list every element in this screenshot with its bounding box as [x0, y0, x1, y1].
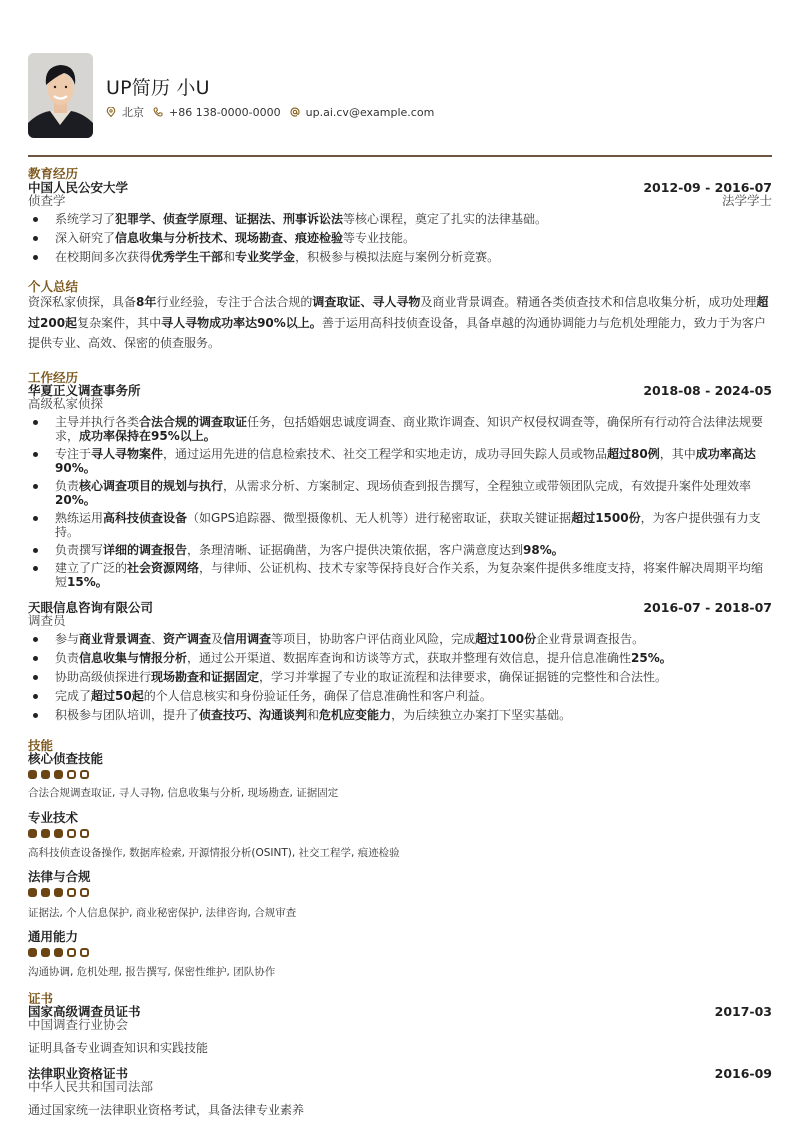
empty-dot-icon [80, 770, 89, 779]
work-bullets-1 [28, 415, 772, 593]
highlight-text: 成功率保持在95%以上。 [79, 429, 216, 443]
body-text: 专注于 [55, 447, 92, 461]
position-1: 高级私家侦探 [28, 396, 104, 411]
filled-dot-icon [54, 888, 63, 897]
body-text: ，积极参与模拟法庭与案例分析竞赛。 [295, 250, 500, 264]
highlight-text: 98%。 [523, 543, 564, 557]
body-text: 任务，包括婚姻忠诚度调查、商业欺诈调查、知识产权侵权调查等，确保所有行动符合法律法规要求， [55, 415, 764, 443]
body-text: 等项目，协助客户评估商业风险，完成 [271, 632, 476, 646]
highlight-text: 高科技侦查设备 [103, 511, 188, 525]
body-text: 等核心课程，奠定了扎实的法律基础。 [343, 212, 548, 226]
body-text: ，其中 [659, 447, 696, 461]
section-title-education: 教育经历 [28, 166, 79, 181]
section-title-skills: 技能 [28, 738, 54, 753]
filled-dot-icon [28, 888, 37, 897]
education-bullets [28, 212, 772, 269]
certificate-issuer: 中国调查行业协会 [28, 1017, 129, 1032]
bullet-item [28, 231, 772, 245]
highlight-text: 现场勘查和证据固定 [151, 670, 260, 684]
body-text: 深入研究了 [55, 231, 116, 245]
highlight-text: 危机应变能力 [319, 708, 392, 722]
filled-dot-icon [28, 948, 37, 957]
empty-dot-icon [67, 888, 76, 897]
body-text: 积极参与团队培训，提升了 [55, 708, 200, 722]
highlight-text: 8年 [136, 295, 157, 309]
company-name-2: 天眼信息咨询有限公司 [28, 600, 154, 615]
bullet-item [28, 670, 772, 684]
body-text: 参与 [55, 632, 80, 646]
avatar [28, 53, 93, 138]
body-text: ，学习并掌握了专业的取证流程和法律要求，确保证据链的完整性和合法性。 [259, 670, 668, 684]
filled-dot-icon [41, 770, 50, 779]
section-title-summary: 个人总结 [28, 279, 79, 294]
body-text: 系统学习了 [55, 212, 116, 226]
highlight-text: 25%。 [631, 651, 672, 665]
body-text: 和 [307, 708, 320, 722]
body-text: 负责 [55, 651, 80, 665]
body-text: ，从需求分析、方案制定、现场侦查到报告撰写，全程独立或带领团队完成，有效提升案件处理效率 [223, 479, 752, 493]
highlight-text: 社会资源网络 [127, 561, 200, 575]
position-2: 调查员 [28, 613, 66, 628]
certificate-date: 2016-09 [714, 1066, 772, 1081]
work-bullets-2 [28, 632, 772, 727]
body-text: 复杂案件，其中 [77, 315, 162, 330]
contact-info [106, 104, 443, 120]
highlight-text: 商业背景调查 [79, 632, 152, 646]
body-text: 及 [211, 632, 224, 646]
contact-email[interactable] [290, 106, 435, 119]
empty-dot-icon [67, 770, 76, 779]
section-title-work: 工作经历 [28, 370, 79, 385]
body-text: 负责撰写 [55, 543, 104, 557]
body-text: 及商业背景调查。精通各类侦查技术和信息收集分析，成功处理 [420, 295, 757, 309]
at-sign-icon [290, 107, 300, 117]
resume-header [28, 53, 772, 139]
body-text: 建立了广泛的 [55, 561, 128, 575]
body-text: 资深私家侦探，具备 [28, 295, 137, 309]
education-degree: 法学学士 [721, 193, 772, 208]
body-text: ，通过运用先进的信息检索技术、社交工程学和实地走访，成功寻回失踪人员或物品 [163, 447, 608, 461]
filled-dot-icon [41, 829, 50, 838]
school-name: 中国人民公安大学 [28, 180, 129, 195]
empty-dot-icon [67, 829, 76, 838]
highlight-text: 资产调查 [163, 632, 212, 646]
empty-dot-icon [80, 948, 89, 957]
bullet-item [28, 708, 772, 722]
body-text: 主导并执行各类 [55, 415, 140, 429]
bullet-item [28, 415, 772, 443]
certificate-issuer: 中华人民共和国司法部 [28, 1079, 154, 1094]
certificate-name: 国家高级调查员证书 [28, 1004, 141, 1019]
bullet-item [28, 689, 772, 703]
filled-dot-icon [28, 829, 37, 838]
body-text: 、 [151, 632, 164, 646]
highlight-text: 超过80例 [607, 447, 660, 461]
bullet-item [28, 561, 772, 589]
skill-desc: 证据法, 个人信息保护, 商业秘密保护, 法律咨询, 合规审查 [28, 907, 297, 919]
skill-name: 通用能力 [28, 929, 79, 944]
highlight-text: 调查取证、寻人寻物 [312, 295, 421, 309]
skill-name: 专业技术 [28, 810, 79, 825]
bullet-item [28, 651, 772, 665]
skill-desc: 高科技侦查设备操作, 数据库检索, 开源情报分析(OSINT), 社交工程学, 痕迹检验 [28, 847, 400, 859]
body-text: 企业背景调查报告。 [536, 632, 645, 646]
bullet-item [28, 212, 772, 226]
highlight-text: 寻人寻物成功率达90%以上。 [161, 315, 322, 330]
header-divider [28, 155, 772, 157]
contact-location [106, 104, 144, 120]
filled-dot-icon [41, 948, 50, 957]
body-text: 负责 [55, 479, 80, 493]
highlight-text: 20%。 [55, 493, 96, 507]
bullet-item [28, 447, 772, 475]
bullet-item [28, 511, 772, 539]
candidate-name: UP简历 小U [106, 77, 210, 99]
summary-text [28, 292, 772, 354]
highlight-text: 犯罪学、侦查学原理、证据法、刑事诉讼法 [115, 212, 344, 226]
email-text: up.ai.cv@example.com [305, 105, 435, 119]
highlight-text: 信用调查 [223, 632, 272, 646]
education-major: 侦查学 [28, 193, 66, 208]
highlight-text: 成功率高达90%。 [55, 447, 756, 475]
highlight-text: 超过50起 [91, 689, 144, 703]
body-text: 完成了 [55, 689, 92, 703]
body-text: 行业经验，专注于合法合规的 [156, 295, 313, 309]
certificate-name: 法律职业资格证书 [28, 1066, 129, 1081]
body-text: 协助高级侦探进行 [55, 670, 152, 684]
filled-dot-icon [54, 829, 63, 838]
highlight-text: 信息收集与情报分析 [79, 651, 188, 665]
company-name-1: 华夏正义调查事务所 [28, 383, 141, 398]
body-text: ，通过公开渠道、数据库查询和访谈等方式，获取并整理有效信息，提升信息准确性 [187, 651, 632, 665]
skill-desc: 合法合规调查取证, 寻人寻物, 信息收集与分析, 现场勘查, 证据固定 [28, 787, 339, 799]
skill-name: 法律与合规 [28, 869, 91, 884]
location-text: 北京 [122, 106, 144, 119]
skill-desc: 沟通协调, 危机处理, 报告撰写, 保密性维护, 团队协作 [28, 966, 276, 978]
highlight-text: 优秀学生干部 [151, 250, 224, 264]
bullet-item [28, 632, 772, 646]
bullet-item [28, 479, 772, 507]
section-title-certificates: 证书 [28, 991, 54, 1006]
body-text: ，为后续独立办案打下坚实基础。 [391, 708, 572, 722]
contact-phone[interactable] [153, 106, 281, 119]
work-date-1: 2018-08 - 2024-05 [643, 383, 772, 398]
empty-dot-icon [67, 948, 76, 957]
highlight-text: 寻人寻物案件 [91, 447, 164, 461]
body-text: 善于运用高科技侦查设备，具备卓越的沟通协调能力与危机处理能力，致力于为客户提供专业、高效、保密的侦查服务。 [28, 315, 766, 350]
filled-dot-icon [28, 770, 37, 779]
body-text: 的个人信息核实和身份验证任务，确保了信息准确性和客户利益。 [143, 689, 492, 703]
body-text: 等专业技能。 [343, 231, 416, 245]
phone-text: +86 138-0000-0000 [169, 105, 281, 119]
certificate-desc: 证明具备专业调查知识和实践技能 [28, 1041, 209, 1055]
profile-photo-icon [28, 53, 93, 138]
skill-level-dots [28, 948, 93, 957]
work-date-2: 2016-07 - 2018-07 [643, 600, 772, 615]
body-text: 熟练运用 [55, 511, 104, 525]
highlight-text: 核心调查项目的规划与执行 [79, 479, 224, 493]
body-text: ，与律师、公证机构、技术专家等保持良好合作关系，为复杂案件提供多维度支持，将案件解决周期平均缩短 [55, 561, 764, 589]
skill-level-dots [28, 829, 93, 838]
phone-icon [153, 107, 163, 117]
filled-dot-icon [54, 770, 63, 779]
body-text: ，条理清晰、证据确凿，为客户提供决策依据，客户满意度达到 [187, 543, 524, 557]
certificate-desc: 通过国家统一法律职业资格考试，具备法律专业素养 [28, 1103, 305, 1117]
filled-dot-icon [41, 888, 50, 897]
empty-dot-icon [80, 829, 89, 838]
highlight-text: 超过100份 [475, 632, 537, 646]
highlight-text: 超过1500份 [571, 511, 641, 525]
empty-dot-icon [80, 888, 89, 897]
location-pin-icon [106, 107, 116, 117]
highlight-text: 侦查技巧、沟通谈判 [199, 708, 308, 722]
bullet-item [28, 250, 772, 264]
skill-level-dots [28, 770, 93, 779]
bullet-item [28, 543, 772, 557]
highlight-text: 专业奖学金 [235, 250, 296, 264]
body-text: 在校期间多次获得 [55, 250, 152, 264]
certificate-date: 2017-03 [714, 1004, 772, 1019]
highlight-text: 合法合规的调查取证 [139, 415, 248, 429]
highlight-text: 详细的调查报告 [103, 543, 188, 557]
skill-name: 核心侦查技能 [28, 751, 104, 766]
body-text: ，为客户提供强有力支持。 [55, 511, 761, 539]
body-text: （如GPS追踪器、微型摄像机、无人机等）进行秘密取证，获取关键证据 [187, 511, 572, 525]
filled-dot-icon [54, 948, 63, 957]
education-date: 2012-09 - 2016-07 [643, 180, 772, 195]
highlight-text: 信息收集与分析技术、现场勘查、痕迹检验 [115, 231, 344, 245]
skill-level-dots [28, 888, 93, 897]
highlight-text: 超过200起 [28, 295, 769, 330]
highlight-text: 15%。 [67, 575, 108, 589]
body-text: 和 [223, 250, 236, 264]
